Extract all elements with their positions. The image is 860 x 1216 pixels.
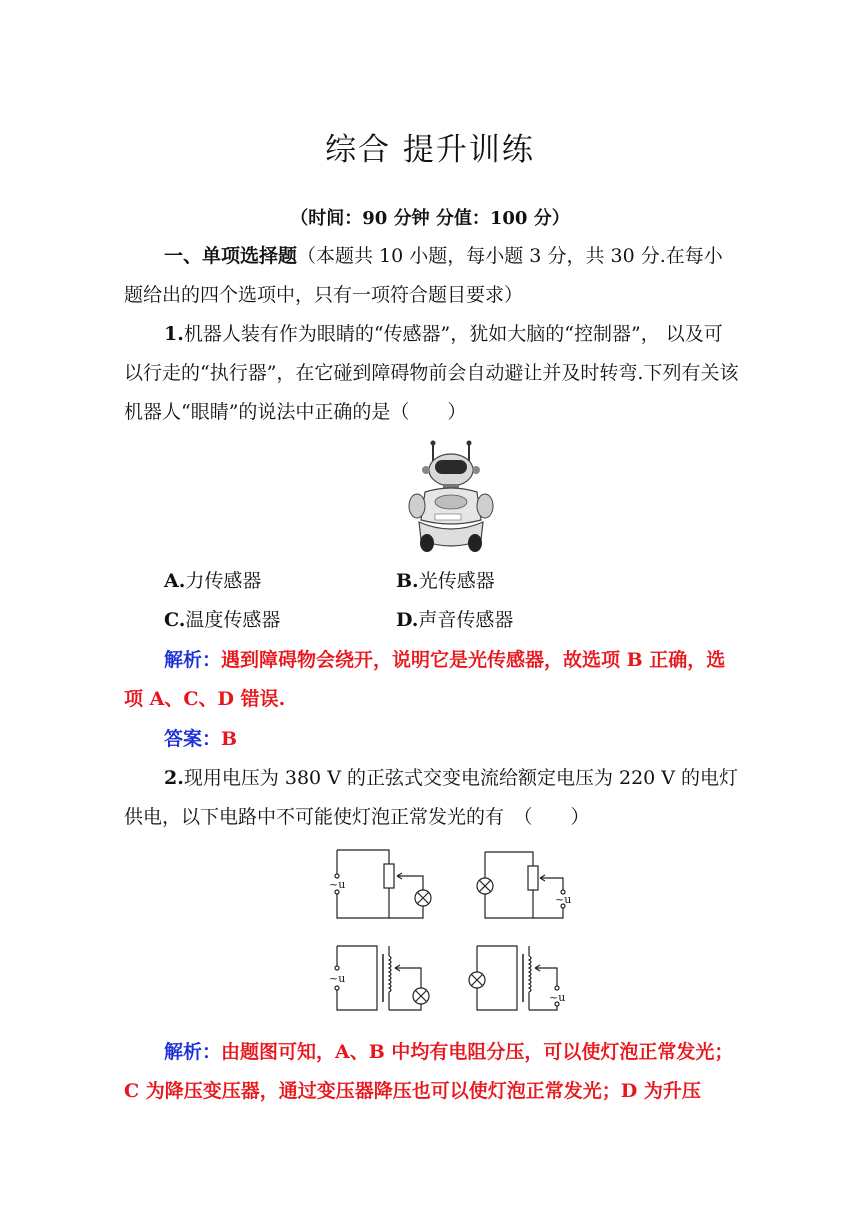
analysis-label: 解析： bbox=[164, 649, 222, 671]
question-1-text: 机器人装有作为眼睛的“传感器”，犹如大脑的“控制器”， 以及可以行走的“执行器”，在它碰到障碍物前会自动避让并及时转弯.下列有关该机器人“眼睛”的说法中正确的是（ ） bbox=[124, 323, 739, 423]
circuit-a bbox=[329, 850, 431, 918]
question-1-analysis bbox=[124, 641, 740, 719]
option-a-text: 力传感器 bbox=[185, 570, 262, 592]
question-1-stem bbox=[124, 315, 740, 432]
exam-meta: （时间：90 分钟 分值：100 分） bbox=[290, 208, 570, 229]
question-2-analysis bbox=[124, 1033, 740, 1111]
circuit-d-source-label: ~u bbox=[549, 991, 566, 1004]
option-d-text: 声音传感器 bbox=[418, 609, 514, 631]
circuit-c bbox=[329, 946, 429, 1010]
answer-value: B bbox=[221, 728, 238, 750]
option-c bbox=[164, 601, 280, 640]
circuit-b-source-label: ~u bbox=[555, 893, 572, 906]
circuit-c-source-label: ~u bbox=[329, 972, 346, 985]
option-a-letter: A. bbox=[164, 570, 186, 592]
q2-analysis-label: 解析： bbox=[164, 1041, 222, 1063]
circuit-b bbox=[477, 852, 571, 918]
q2-analysis-text: 由题图可知，A、B 中均有电阻分压，可以使灯泡正常发光；C 为降压变压器，通过变压器降压也可以使灯泡正常发光；D 为升压 bbox=[124, 1041, 734, 1102]
question-2-number: 2. bbox=[164, 767, 184, 789]
section-description: （本题共 10 小题，每小题 3 分，共 30 分.在每小题给出的四个选项中，只有一项符合题目要求） bbox=[124, 245, 723, 306]
option-b-letter: B. bbox=[396, 570, 419, 592]
option-b bbox=[396, 562, 495, 601]
question-1-answer bbox=[124, 720, 740, 759]
question-1-number: 1. bbox=[164, 323, 184, 345]
option-d-letter: D. bbox=[396, 609, 419, 631]
page-title: 综合 提升训练 bbox=[325, 132, 535, 168]
option-a bbox=[164, 562, 261, 601]
section-heading-para bbox=[124, 237, 740, 315]
option-d bbox=[396, 601, 513, 640]
analysis-text: 遇到障碍物会绕开，说明它是光传感器，故选项 B 正确，选项 A、C、D 错误. bbox=[124, 649, 726, 710]
circuit-diagrams bbox=[325, 842, 590, 1022]
answer-label: 答案： bbox=[164, 728, 222, 750]
section-heading: 一、单项选择题 bbox=[164, 245, 298, 267]
option-b-text: 光传感器 bbox=[418, 570, 495, 592]
question-2-stem bbox=[124, 759, 740, 837]
circuit-d bbox=[469, 946, 565, 1010]
option-c-letter: C. bbox=[164, 609, 186, 631]
circuit-a-source-label: ~u bbox=[329, 878, 346, 891]
option-c-text: 温度传感器 bbox=[185, 609, 281, 631]
question-2-text: 现用电压为 380 V 的正弦式交变电流给额定电压为 220 V 的电灯供电，以下电路中不可能使灯泡正常发光的有 （ ） bbox=[124, 767, 739, 828]
robot-image bbox=[405, 440, 495, 555]
